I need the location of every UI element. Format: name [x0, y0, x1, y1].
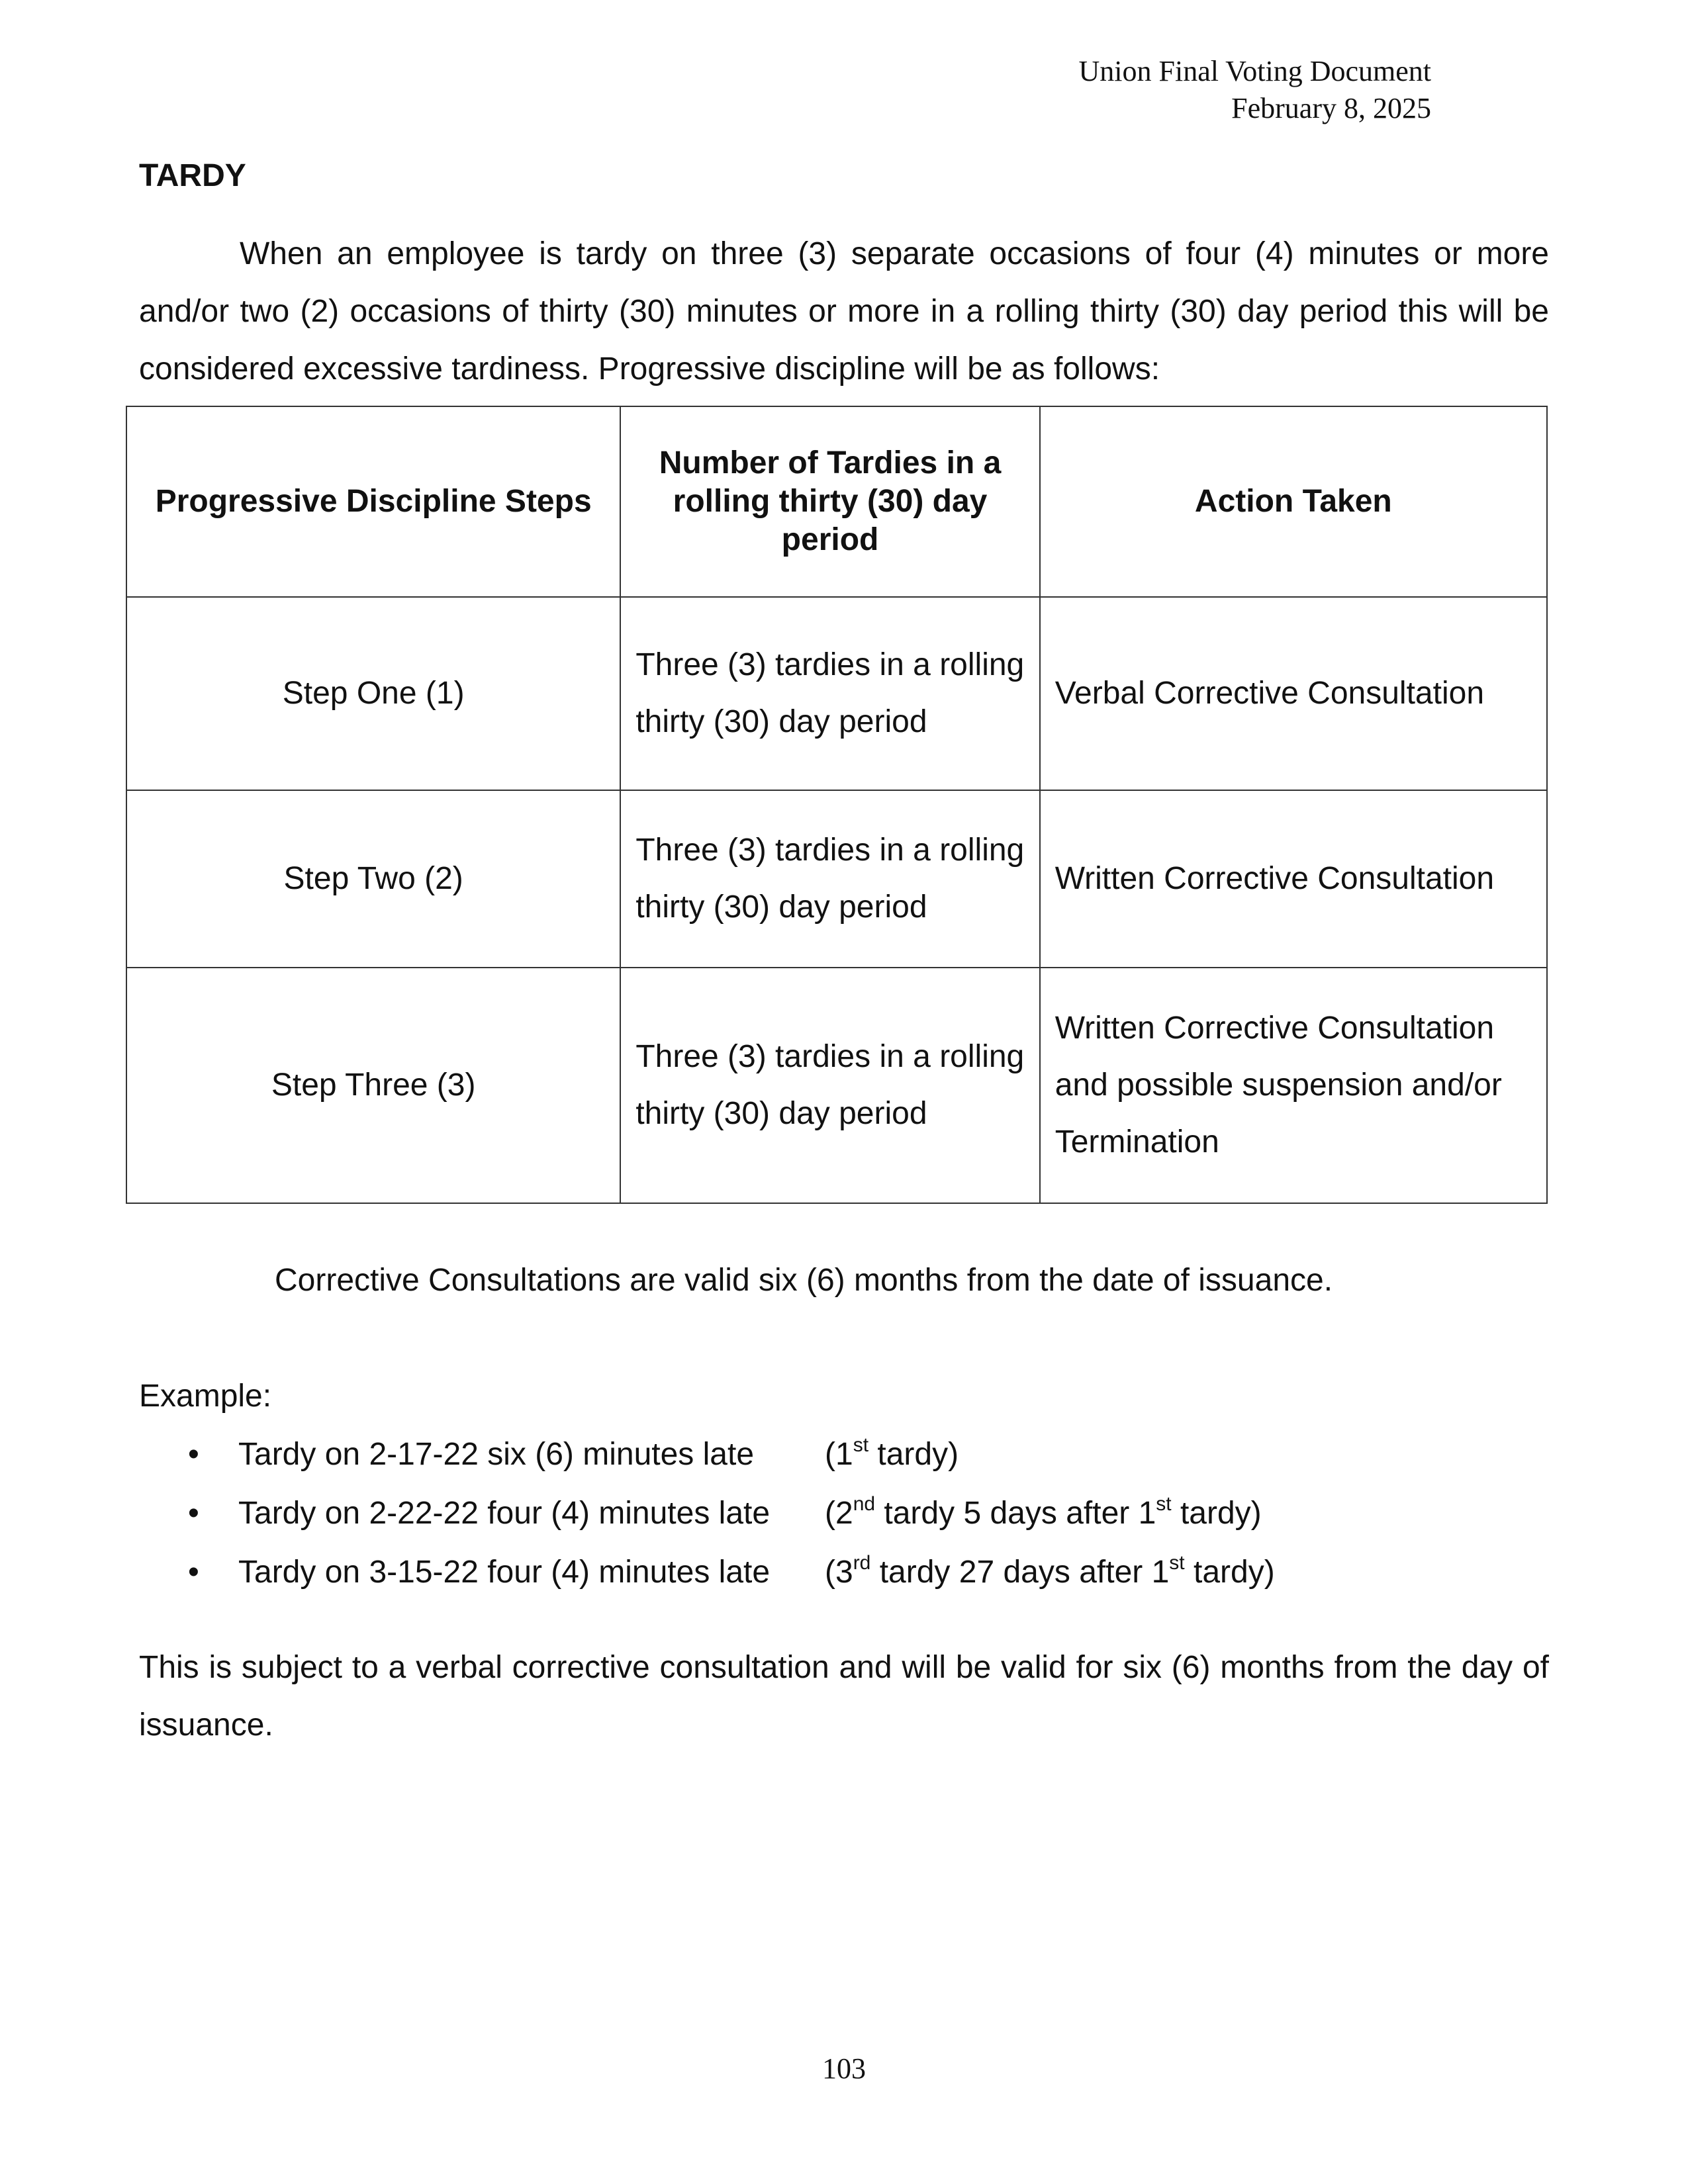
step-cell: Step Three (3) — [126, 968, 620, 1203]
example-note: (1st tardy) — [825, 1434, 959, 1472]
header-date: February 8, 2025 — [1231, 92, 1431, 124]
discipline-table — [126, 406, 1548, 1204]
header-action: Action Taken — [1040, 406, 1547, 597]
tardy-count-cell: Three (3) tardies in a rolling thirty (30) day period — [620, 597, 1039, 790]
header-title: Union Final Voting Document — [1078, 55, 1431, 87]
example-label: Example: — [139, 1379, 272, 1414]
header-tardy-count: Number of Tardies in a rolling thirty (30) day period — [620, 406, 1039, 597]
step-cell: Step One (1) — [126, 597, 620, 790]
bullet-icon: • — [188, 1496, 199, 1531]
table-header-row — [126, 406, 1547, 597]
page-number: 103 — [822, 2052, 866, 2085]
tardy-count-cell: Three (3) tardies in a rolling thirty (30) day period — [620, 968, 1039, 1203]
table-row — [126, 968, 1547, 1203]
example-date: Tardy on 2-17-22 six (6) minutes late — [238, 1437, 755, 1472]
closing-paragraph: This is subject to a verbal corrective consultation and will be valid for six (6) months from the day of issuance. — [139, 1650, 1549, 1743]
table-row — [126, 790, 1547, 968]
document-header — [1079, 53, 1432, 127]
action-cell: Verbal Corrective Consultation — [1040, 597, 1547, 790]
bullet-icon: • — [188, 1555, 199, 1590]
example-date: Tardy on 3-15-22 four (4) minutes late — [238, 1555, 771, 1590]
example-note: (2nd tardy 5 days after 1st tardy) — [825, 1493, 1262, 1531]
tardy-count-cell: Three (3) tardies in a rolling thirty (30) day period — [620, 790, 1039, 968]
section-title: TARDY — [139, 158, 246, 193]
header-steps: Progressive Discipline Steps — [126, 406, 620, 597]
action-cell: Written Corrective Consultation and possible suspension and/or Termination — [1040, 968, 1547, 1203]
step-cell: Step Two (2) — [126, 790, 620, 968]
example-date: Tardy on 2-22-22 four (4) minutes late — [238, 1496, 771, 1531]
table-row — [126, 597, 1547, 790]
action-cell: Written Corrective Consultation — [1040, 790, 1547, 968]
bullet-icon: • — [188, 1437, 199, 1472]
example-note: (3rd tardy 27 days after 1st tardy) — [825, 1552, 1275, 1590]
intro-paragraph: When an employee is tardy on three (3) separate occasions of four (4) minutes or more and/or two (2) occasions of thirty (30) minutes or more in a rolling thirty (30) day period this will be considered excessive tardiness. Progressive discipline will be as follows: — [139, 236, 1549, 387]
validity-note: Corrective Consultations are valid six (6) months from the date of issuance. — [275, 1263, 1333, 1298]
